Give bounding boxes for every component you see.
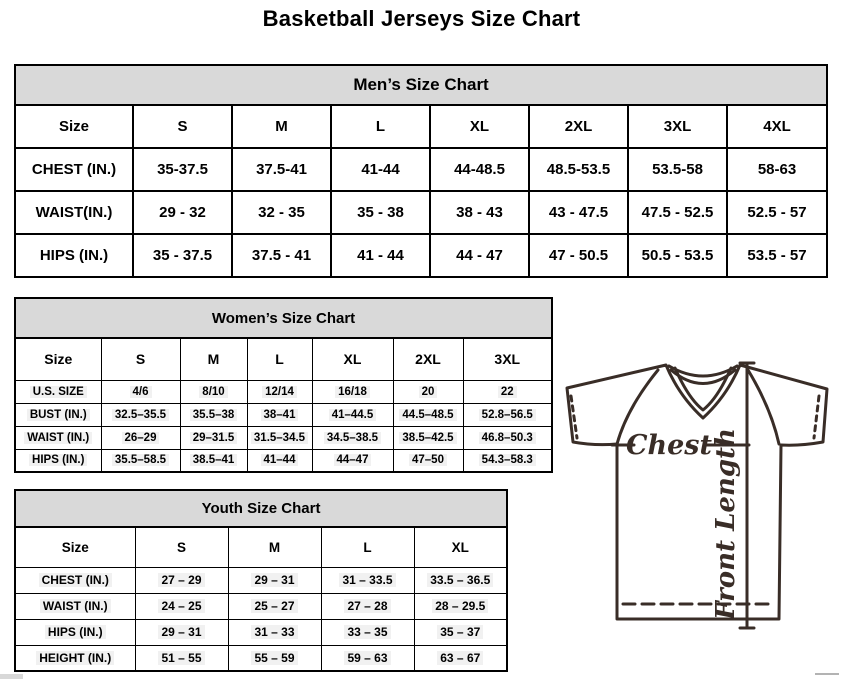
size-cell: 12/14 [247,380,312,403]
size-cell: 44 - 47 [430,234,529,277]
mens-row-label-chest: CHEST (IN.) [15,148,133,191]
size-cell: 31.5–34.5 [247,426,312,449]
size-cell: 37.5-41 [232,148,331,191]
page-title: Basketball Jerseys Size Chart [262,6,581,31]
size-cell: 29–31.5 [180,426,247,449]
row-label: WAIST (IN.) [24,432,92,444]
size-cell: 63 – 67 [414,645,507,671]
size-cell: 20 [393,380,463,403]
womens-column-header-2xl: 2XL [393,338,463,380]
size-cell: 27 – 29 [135,567,228,593]
size-cell: 52.5 - 57 [727,191,827,234]
mens-column-header-size: Size [15,105,133,148]
size-cell: 4/6 [101,380,180,403]
size-cell: 38.5–42.5 [393,426,463,449]
table-row [15,148,827,191]
size-cell: 35 - 37.5 [133,234,232,277]
size-cell: 35 - 38 [331,191,430,234]
size-cell: 58-63 [727,148,827,191]
youth-column-header-m: M [228,527,321,567]
size-cell: 41–44.5 [312,403,393,426]
youth-row-label-height [15,645,135,671]
table-row [15,234,827,277]
mens-column-header-3xl: 3XL [628,105,727,148]
size-cell: 24 – 25 [135,593,228,619]
size-cell: 35.5–58.5 [101,449,180,472]
table-row [15,191,827,234]
size-cell: 31 – 33 [228,619,321,645]
row-label: HIPS (IN.) [45,625,106,639]
size-cell: 29 – 31 [135,619,228,645]
row-label: U.S. SIZE [30,386,87,398]
mens-column-header-m: M [232,105,331,148]
size-cell: 41 - 44 [331,234,430,277]
size-cell: 46.8–50.3 [463,426,552,449]
size-cell: 22 [463,380,552,403]
youth-column-header-size: Size [15,527,135,567]
size-cell: 32 - 35 [232,191,331,234]
size-cell: 54.3–58.3 [463,449,552,472]
size-cell: 47.5 - 52.5 [628,191,727,234]
youth-chart-title: Youth Size Chart [15,490,507,527]
mens-column-header-4xl: 4XL [727,105,827,148]
size-cell: 31 – 33.5 [321,567,414,593]
row-label: WAIST (IN.) [40,599,111,613]
mens-column-header-2xl: 2XL [529,105,628,148]
womens-column-header-size: Size [15,338,101,380]
mens-row-label-waist: WAIST(IN.) [15,191,133,234]
mens-column-header-s: S [133,105,232,148]
womens-row-label-waist [15,426,101,449]
size-cell: 41–44 [247,449,312,472]
chest-label: Chest [626,430,712,461]
womens-row-label-us-size [15,380,101,403]
size-cell: 52.8–56.5 [463,403,552,426]
mens-column-header-l: L [331,105,430,148]
size-cell: 41-44 [331,148,430,191]
size-cell: 8/10 [180,380,247,403]
womens-column-header-s: S [101,338,180,380]
size-cell: 29 – 31 [228,567,321,593]
size-cell: 33 – 35 [321,619,414,645]
size-cell: 50.5 - 53.5 [628,234,727,277]
size-cell: 38 - 43 [430,191,529,234]
table-row [15,645,507,671]
jersey-diagram-svg [557,354,843,670]
size-cell: 48.5-53.5 [529,148,628,191]
womens-size-chart-table [14,297,553,473]
size-cell: 33.5 – 36.5 [414,567,507,593]
row-label: HEIGHT (IN.) [36,651,114,665]
size-cell: 35-37.5 [133,148,232,191]
row-label: CHEST (IN.) [39,573,112,587]
youth-row-label-chest [15,567,135,593]
jersey-measurement-diagram [557,354,843,670]
table-row [15,619,507,645]
size-cell: 53.5-58 [628,148,727,191]
table-row [15,403,552,426]
edge-artifact-bottom-right [815,673,839,675]
mens-column-header-xl: XL [430,105,529,148]
womens-row-label-bust [15,403,101,426]
womens-row-label-hips [15,449,101,472]
size-cell: 59 – 63 [321,645,414,671]
size-cell: 47 - 50.5 [529,234,628,277]
size-cell: 35.5–38 [180,403,247,426]
edge-artifact-bottom-left [0,674,23,679]
size-cell: 34.5–38.5 [312,426,393,449]
youth-row-label-hips [15,619,135,645]
mens-chart-title: Men’s Size Chart [15,65,827,105]
size-cell: 16/18 [312,380,393,403]
size-cell: 44-48.5 [430,148,529,191]
size-cell: 38–41 [247,403,312,426]
size-cell: 55 – 59 [228,645,321,671]
size-cell: 51 – 55 [135,645,228,671]
youth-size-chart-table [14,489,508,672]
row-label: BUST (IN.) [27,409,90,421]
youth-column-header-xl: XL [414,527,507,567]
womens-column-header-m: M [180,338,247,380]
size-cell: 53.5 - 57 [727,234,827,277]
youth-column-header-s: S [135,527,228,567]
front-length-label: Front Length [711,428,741,620]
youth-column-header-l: L [321,527,414,567]
size-cell: 44–47 [312,449,393,472]
size-cell: 37.5 - 41 [232,234,331,277]
womens-column-header-xl: XL [312,338,393,380]
table-row [15,449,552,472]
size-cell: 47–50 [393,449,463,472]
table-row [15,380,552,403]
size-cell: 35 – 37 [414,619,507,645]
mens-row-label-hips: HIPS (IN.) [15,234,133,277]
table-row [15,567,507,593]
table-row [15,593,507,619]
size-cell: 27 – 28 [321,593,414,619]
womens-column-header-3xl: 3XL [463,338,552,380]
size-cell: 28 – 29.5 [414,593,507,619]
size-cell: 44.5–48.5 [393,403,463,426]
size-cell: 25 – 27 [228,593,321,619]
mens-size-chart-table [14,64,828,278]
size-cell: 38.5–41 [180,449,247,472]
size-cell: 43 - 47.5 [529,191,628,234]
row-label: HIPS (IN.) [29,454,87,466]
womens-chart-title: Women’s Size Chart [15,298,552,338]
size-cell: 26–29 [101,426,180,449]
size-cell: 29 - 32 [133,191,232,234]
womens-column-header-l: L [247,338,312,380]
table-row [15,426,552,449]
youth-row-label-waist [15,593,135,619]
size-cell: 32.5–35.5 [101,403,180,426]
